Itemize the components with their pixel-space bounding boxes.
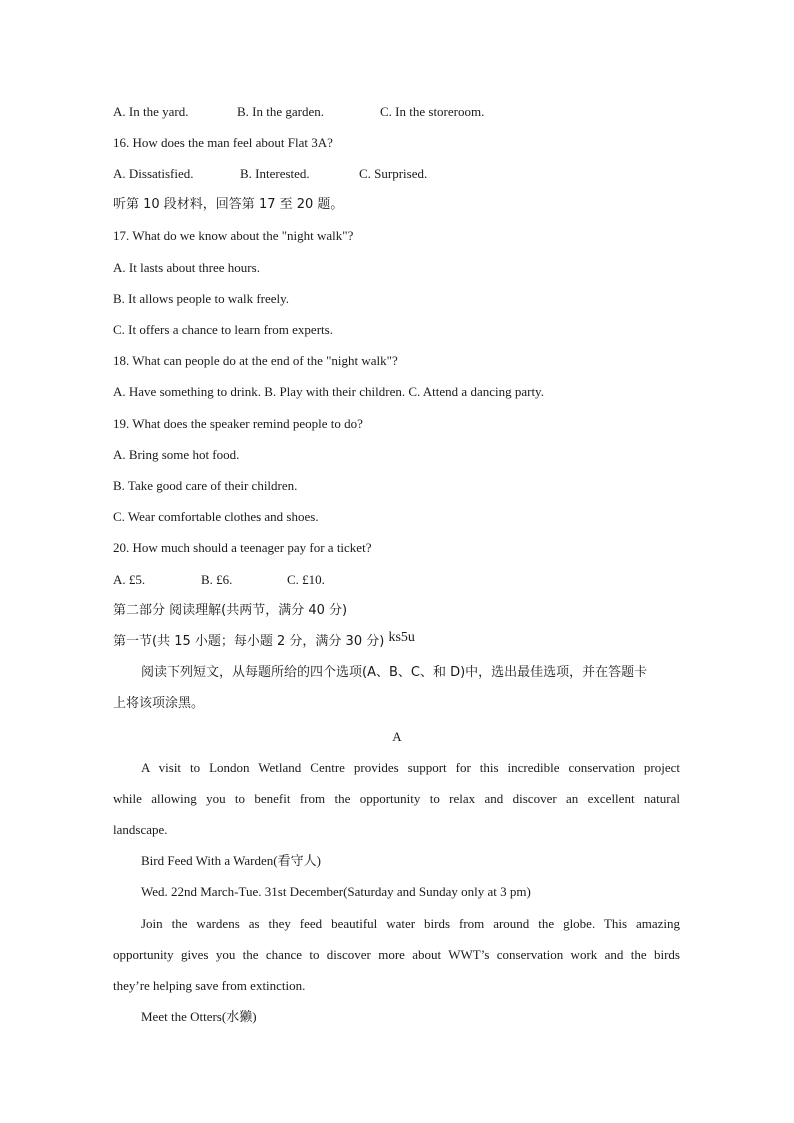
question-19: 19. What does the speaker remind people to do? — [113, 416, 363, 431]
event-title: Meet the Otters(水獭) — [141, 1009, 257, 1024]
question-18: 18. What can people do at the end of the "night walk"? — [113, 353, 398, 368]
section-heading — [113, 630, 415, 650]
option-a: A. £5. — [113, 572, 146, 587]
option-b: B. £6. — [201, 572, 233, 587]
passage-line: landscape. — [113, 822, 168, 837]
listening-section-heading: 听第 10 段材料，回答第 17 至 20 题。 — [113, 197, 344, 212]
passage-label: A — [392, 729, 402, 744]
question-20: 20. How much should a teenager pay for a ticket? — [113, 540, 372, 555]
event-title: Bird Feed With a Warden(看守人) — [141, 853, 321, 868]
passage-line: Join the wardens as they feed beautiful water birds from around the globe. This amazing — [141, 916, 680, 931]
passage-line: opportunity gives you the chance to discover more about WWT’s conservation work and the birds — [113, 947, 680, 962]
option-c: C. In the storeroom. — [380, 104, 485, 119]
question-16: 16. How does the man feel about Flat 3A? — [113, 135, 333, 150]
instruction-line: 阅读下列短文，从每题所给的四个选项(A、B、C、和 D)中，选出最佳选项，并在答题卡 — [141, 665, 648, 680]
watermark-mark: ks5u — [388, 630, 415, 645]
part-heading: 第二部分 阅读理解(共两节，满分 40 分) — [113, 603, 348, 618]
passage-line: A visit to London Wetland Centre provides support for this incredible conservation project — [141, 760, 680, 775]
passage-line: they’re helping save from extinction. — [113, 978, 306, 993]
instruction-line: 上将该项涂黑。 — [113, 696, 205, 711]
option-c: C. Wear comfortable clothes and shoes. — [113, 509, 319, 524]
option-b: B. Take good care of their children. — [113, 478, 298, 493]
option-b: B. Interested. — [240, 166, 310, 181]
option-b: B. In the garden. — [237, 104, 325, 119]
option-b: B. It allows people to walk freely. — [113, 291, 290, 306]
options-line: A. Have something to drink. B. Play with their children. C. Attend a dancing party. — [113, 384, 544, 399]
option-a: A. In the yard. — [113, 104, 189, 119]
option-c: C. £10. — [287, 572, 325, 587]
event-date: Wed. 22nd March-Tue. 31st December(Saturday and Sunday only at 3 pm) — [141, 884, 531, 899]
option-a: A. Dissatisfied. — [113, 166, 194, 181]
option-c: C. Surprised. — [359, 166, 428, 181]
question-17: 17. What do we know about the "night walk"? — [113, 228, 354, 243]
option-c: C. It offers a chance to learn from experts. — [113, 322, 333, 337]
option-a: A. Bring some hot food. — [113, 447, 240, 462]
passage-line: while allowing you to benefit from the opportunity to relax and discover an excellent natural — [113, 791, 680, 806]
section-heading-text: 第一节(共 15 小题；每小题 2 分，满分 30 分) — [113, 634, 385, 649]
option-a: A. It lasts about three hours. — [113, 260, 260, 275]
